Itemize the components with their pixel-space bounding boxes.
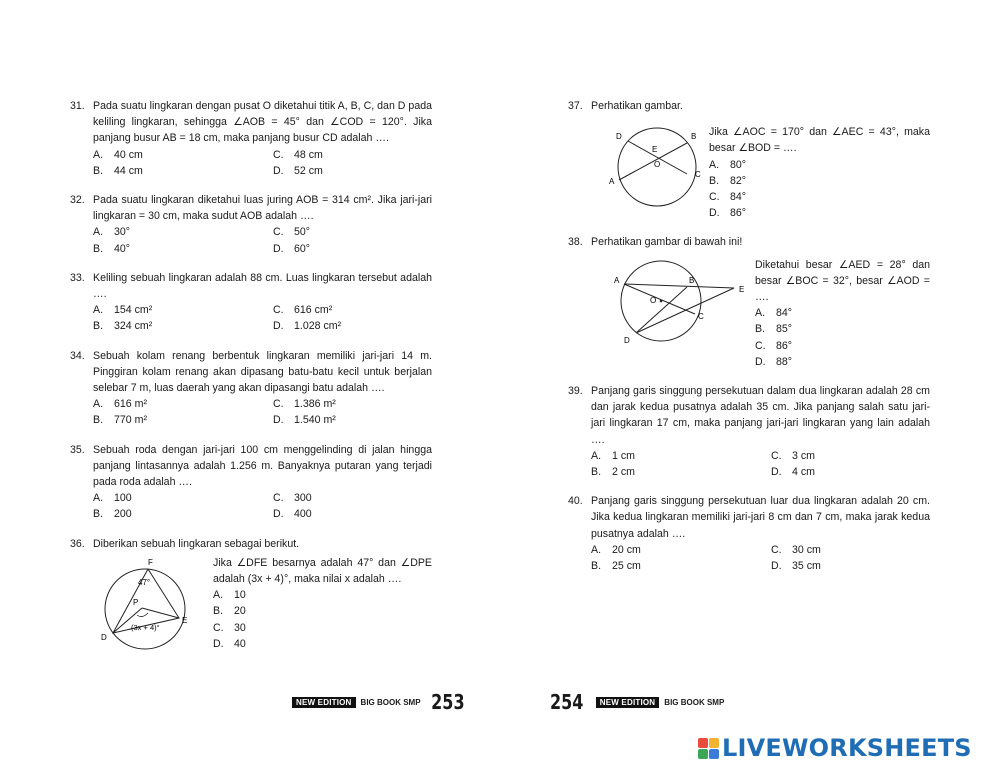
option-value: 154 cm² bbox=[114, 304, 153, 317]
question-text: Sebuah kolam renang berbentuk lingkaran memiliki jari-jari 14 m. Pinggiran kolam renang akan dipasang batu-batu kecil untuk berjalan selebar 7 m, luas daerah yang akan dipasangi batu adalah …. bbox=[93, 349, 432, 395]
option-value: 85° bbox=[776, 323, 793, 336]
option-value: 44 cm bbox=[114, 164, 143, 177]
point-label-C: C bbox=[698, 311, 704, 321]
question-number: 36. bbox=[70, 537, 85, 550]
question-text: Panjang garis singgung persekutuan dalam dua lingkaran adalah 28 cm dan jarak kedua pusatnya adalah 35 cm. Jika panjang salah satu jari-jari lingkaran 17 cm, maka panjang jari-jari lingkaran yang lain adalah …. bbox=[591, 385, 930, 446]
answer-option[interactable] bbox=[709, 173, 930, 189]
option-value: 40 bbox=[234, 637, 246, 650]
option-letter: B. bbox=[93, 508, 104, 521]
option-letter: C. bbox=[273, 148, 284, 161]
liveworksheets-watermark bbox=[698, 734, 972, 762]
point-label-E: E bbox=[652, 145, 658, 155]
option-letter: D. bbox=[273, 320, 284, 333]
option-value: 616 cm² bbox=[294, 304, 333, 317]
option-value: 82° bbox=[730, 174, 747, 187]
answer-option[interactable] bbox=[93, 318, 273, 334]
left-question-list bbox=[70, 98, 432, 523]
left-column bbox=[70, 98, 432, 668]
answer-option[interactable] bbox=[273, 224, 453, 240]
option-letter: B. bbox=[709, 174, 720, 187]
footer-left bbox=[292, 690, 468, 714]
option-value: 35 cm bbox=[792, 560, 821, 573]
question-37-info: Jika ∠AOC = 170° dan ∠AEC = 43°, maka besar ∠BOD = …. bbox=[709, 126, 930, 155]
question-number: 40. bbox=[568, 495, 583, 508]
question-39 bbox=[568, 383, 930, 480]
question-31 bbox=[70, 98, 432, 179]
answer-option[interactable] bbox=[591, 558, 771, 574]
option-value: 770 m² bbox=[114, 414, 147, 427]
option-value: 86° bbox=[730, 207, 747, 220]
option-letter: A. bbox=[755, 307, 766, 320]
answer-option[interactable] bbox=[273, 302, 453, 318]
answer-option[interactable] bbox=[213, 603, 432, 619]
option-letter: C. bbox=[771, 543, 782, 556]
answer-option[interactable] bbox=[213, 636, 432, 652]
option-letter: D. bbox=[771, 466, 782, 479]
question-number: 35. bbox=[70, 443, 85, 456]
point-label-C: C bbox=[695, 170, 701, 180]
answer-option[interactable] bbox=[273, 163, 453, 179]
answer-option[interactable] bbox=[93, 396, 273, 412]
angle-label-47: 47° bbox=[138, 577, 151, 587]
option-letter: D. bbox=[709, 207, 720, 220]
point-label-O: O bbox=[654, 160, 661, 170]
question-38 bbox=[568, 234, 930, 370]
edition-badge: NEW EDITION bbox=[596, 697, 660, 708]
point-label-B: B bbox=[691, 132, 697, 142]
question-text: Sebuah roda dengan jari-jari 100 cm menggelinding di jalan hingga panjang lintasannya adalah 1.256 m. Banyaknya putaran yang terjadi pada roda adalah …. bbox=[93, 443, 432, 489]
option-value: 616 m² bbox=[114, 398, 147, 411]
question-40 bbox=[568, 493, 930, 574]
option-letter: C. bbox=[213, 621, 224, 634]
answer-option[interactable] bbox=[93, 147, 273, 163]
option-value: 80° bbox=[730, 158, 747, 171]
book-title: BIG BOOK SMP bbox=[664, 697, 725, 707]
question-number: 33. bbox=[70, 271, 85, 284]
option-letter: C. bbox=[755, 339, 766, 352]
answer-option[interactable] bbox=[93, 224, 273, 240]
answer-options bbox=[93, 224, 432, 256]
answer-option[interactable] bbox=[273, 412, 453, 428]
answer-option[interactable] bbox=[771, 448, 951, 464]
answer-option[interactable] bbox=[709, 157, 930, 173]
option-value: 30° bbox=[114, 226, 131, 239]
option-letter: C. bbox=[709, 191, 720, 204]
option-letter: A. bbox=[93, 148, 104, 161]
answer-option[interactable] bbox=[709, 189, 930, 205]
answer-option[interactable] bbox=[93, 241, 273, 257]
answer-option[interactable] bbox=[213, 587, 432, 603]
option-value: 2 cm bbox=[612, 466, 635, 479]
option-letter: B. bbox=[93, 242, 104, 255]
edition-badge: NEW EDITION bbox=[292, 697, 356, 708]
point-label-E: E bbox=[739, 284, 745, 294]
option-letter: D. bbox=[771, 560, 782, 573]
option-letter: C. bbox=[273, 304, 284, 317]
page-number: 254 bbox=[550, 690, 584, 714]
question-36 bbox=[70, 536, 432, 655]
option-value: 86° bbox=[776, 339, 793, 352]
question-33 bbox=[70, 270, 432, 335]
liveworksheets-logo-icon bbox=[698, 738, 719, 759]
point-label-D: D bbox=[624, 335, 630, 345]
answer-options bbox=[93, 147, 432, 179]
option-letter: C. bbox=[273, 226, 284, 239]
point-label-B: B bbox=[689, 275, 695, 285]
answer-option[interactable] bbox=[591, 448, 771, 464]
option-letter: D. bbox=[273, 164, 284, 177]
point-label-A: A bbox=[609, 177, 615, 187]
option-letter: C. bbox=[273, 398, 284, 411]
option-value: 20 bbox=[234, 605, 246, 618]
answer-option[interactable] bbox=[755, 321, 930, 337]
right-question-list bbox=[568, 383, 930, 574]
circle-figure-36 bbox=[93, 555, 205, 655]
answer-option[interactable] bbox=[273, 490, 453, 506]
option-letter: C. bbox=[273, 492, 284, 505]
question-34 bbox=[70, 348, 432, 429]
question-32 bbox=[70, 192, 432, 257]
question-number: 31. bbox=[70, 100, 85, 112]
answer-option[interactable] bbox=[591, 542, 771, 558]
question-text: Panjang garis singgung persekutuan luar dua lingkaran adalah 20 cm. Jika kedua lingkaran memiliki jari-jari 8 cm dan 7 cm, maka jarak kedua pusatnya adalah …. bbox=[591, 495, 930, 540]
option-value: 4 cm bbox=[792, 466, 815, 479]
option-letter: B. bbox=[93, 164, 104, 177]
option-value: 1.386 m² bbox=[294, 398, 336, 411]
question-36-options bbox=[213, 587, 432, 652]
answer-option[interactable] bbox=[755, 354, 930, 370]
question-number: 34. bbox=[70, 349, 85, 362]
option-value: 84° bbox=[730, 191, 747, 204]
option-value: 324 cm² bbox=[114, 320, 153, 333]
question-number: 37. bbox=[568, 100, 583, 112]
option-value: 3 cm bbox=[792, 449, 815, 462]
question-text: Keliling sebuah lingkaran adalah 88 cm. Luas lingkaran tersebut adalah …. bbox=[93, 271, 432, 301]
question-number: 32. bbox=[70, 194, 85, 207]
question-37-options bbox=[709, 157, 930, 222]
question-number: 39. bbox=[568, 385, 583, 398]
option-value: 10 bbox=[234, 589, 246, 602]
option-value: 1 cm bbox=[612, 449, 635, 462]
question-38-options bbox=[755, 305, 930, 370]
book-title: BIG BOOK SMP bbox=[360, 697, 421, 707]
answer-option[interactable] bbox=[771, 558, 951, 574]
point-label-P: P bbox=[133, 597, 139, 607]
option-letter: B. bbox=[93, 414, 104, 427]
option-value: 100 bbox=[114, 492, 132, 505]
option-value: 30 cm bbox=[792, 543, 821, 556]
angle-label-3x4: (3x + 4)° bbox=[131, 622, 160, 632]
option-value: 52 cm bbox=[294, 164, 323, 177]
question-text: Pada suatu lingkaran diketahui luas juring AOB = 314 cm². Jika jari-jari lingkaran = 30 cm, maka sudut AOB adalah …. bbox=[93, 194, 432, 223]
option-letter: B. bbox=[755, 323, 766, 336]
question-text: Perhatikan gambar. bbox=[591, 100, 683, 112]
option-letter: A. bbox=[93, 304, 104, 317]
answer-option[interactable] bbox=[93, 412, 273, 428]
answer-option[interactable] bbox=[93, 490, 273, 506]
question-37 bbox=[568, 98, 930, 221]
option-letter: A. bbox=[591, 449, 602, 462]
answer-option[interactable] bbox=[213, 620, 432, 636]
page-number: 253 bbox=[430, 690, 465, 714]
option-letter: A. bbox=[213, 589, 224, 602]
watermark-text: LIVEWORKSHEETS bbox=[722, 734, 972, 762]
question-text: Pada suatu lingkaran dengan pusat O diketahui titik A, B, C, dan D pada keliling lingkaran, sehingga ∠AOB = 45° dan ∠COD = 120°. Jika panjang busur AB = 18 cm, maka panjang busur CD adalah …. bbox=[93, 100, 432, 145]
option-value: 48 cm bbox=[294, 148, 323, 161]
option-letter: D. bbox=[755, 355, 766, 368]
point-label-D: D bbox=[616, 132, 622, 142]
option-letter: A. bbox=[93, 492, 104, 505]
option-value: 60° bbox=[294, 242, 311, 255]
option-value: 40 cm bbox=[114, 148, 143, 161]
point-label-E: E bbox=[182, 615, 188, 625]
option-letter: A. bbox=[591, 543, 602, 556]
option-value: 50° bbox=[294, 226, 311, 239]
option-letter: B. bbox=[591, 560, 602, 573]
answer-option[interactable] bbox=[93, 163, 273, 179]
answer-option[interactable] bbox=[93, 506, 273, 522]
option-value: 88° bbox=[776, 355, 793, 368]
option-letter: A. bbox=[93, 398, 104, 411]
question-35 bbox=[70, 442, 432, 523]
answer-options bbox=[93, 396, 432, 428]
option-value: 84° bbox=[776, 307, 793, 320]
option-value: 1.028 cm² bbox=[294, 320, 342, 333]
answer-option[interactable] bbox=[755, 338, 930, 354]
answer-option[interactable] bbox=[273, 147, 453, 163]
option-letter: A. bbox=[709, 158, 720, 171]
answer-option[interactable] bbox=[273, 241, 453, 257]
option-value: 300 bbox=[294, 492, 312, 505]
point-label-F: F bbox=[148, 557, 153, 567]
question-text: Diberikan sebuah lingkaran sebagai berikut. bbox=[93, 537, 300, 550]
point-label-D: D bbox=[101, 632, 107, 642]
option-letter: D. bbox=[273, 508, 284, 521]
option-letter: B. bbox=[213, 605, 224, 618]
question-text: Perhatikan gambar di bawah ini! bbox=[591, 236, 743, 249]
answer-option[interactable] bbox=[771, 542, 951, 558]
option-value: 1.540 m² bbox=[294, 414, 336, 427]
question-number: 38. bbox=[568, 236, 583, 249]
option-letter: B. bbox=[591, 466, 602, 479]
circle-figure-37 bbox=[591, 122, 703, 212]
question-38-info: Diketahui besar ∠AED = 28° dan besar ∠BOC = 32°, besar ∠AOD = …. bbox=[755, 258, 930, 304]
answer-options bbox=[93, 490, 432, 522]
option-value: 30 bbox=[234, 621, 246, 634]
right-column bbox=[568, 98, 930, 587]
option-value: 25 cm bbox=[612, 560, 641, 573]
answer-option[interactable] bbox=[273, 506, 453, 522]
point-label-O: O bbox=[650, 295, 657, 305]
answer-options bbox=[93, 302, 432, 334]
option-value: 400 bbox=[294, 508, 312, 521]
option-letter: C. bbox=[771, 449, 782, 462]
option-letter: D. bbox=[273, 242, 284, 255]
question-36-info: Jika ∠DFE besarnya adalah 47° dan ∠DPE adalah (3x + 4)°, maka nilai x adalah …. bbox=[213, 556, 432, 586]
option-value: 40° bbox=[114, 242, 131, 255]
answer-option[interactable] bbox=[273, 318, 453, 334]
option-value: 200 bbox=[114, 508, 132, 521]
footer-right bbox=[550, 690, 730, 714]
option-letter: A. bbox=[93, 226, 104, 239]
answer-option[interactable] bbox=[771, 464, 951, 480]
option-value: 20 cm bbox=[612, 543, 641, 556]
answer-option[interactable] bbox=[273, 396, 453, 412]
option-letter: D. bbox=[213, 637, 224, 650]
answer-option[interactable] bbox=[591, 464, 771, 480]
answer-option[interactable] bbox=[709, 205, 930, 221]
answer-option[interactable] bbox=[755, 305, 930, 321]
answer-options bbox=[591, 542, 930, 574]
answer-option[interactable] bbox=[93, 302, 273, 318]
circle-figure-38 bbox=[594, 257, 748, 353]
answer-options bbox=[591, 448, 930, 480]
option-letter: D. bbox=[273, 414, 284, 427]
option-letter: B. bbox=[93, 320, 104, 333]
point-label-A: A bbox=[614, 275, 620, 285]
